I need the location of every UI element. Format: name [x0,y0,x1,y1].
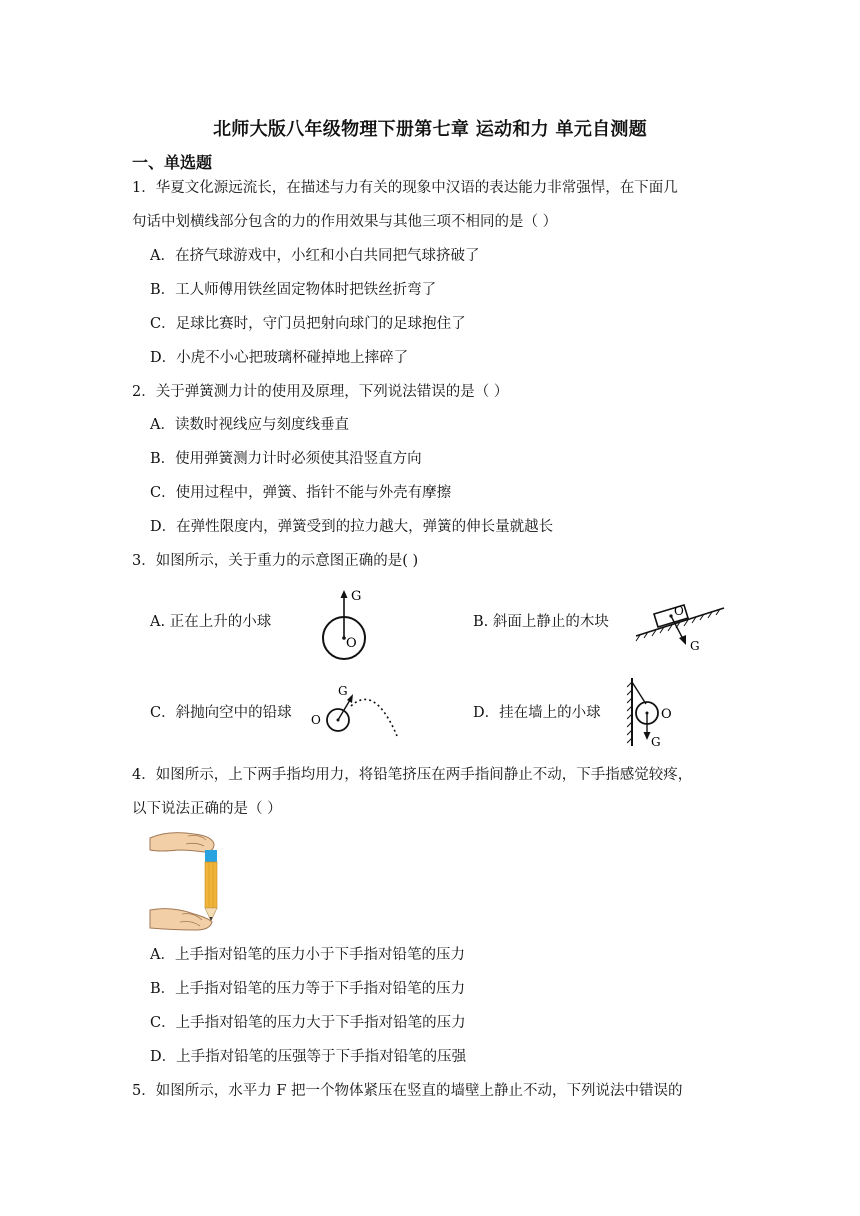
center-label-a: O [346,636,357,651]
question-3-option-d: D．挂在墙上的小球 [473,705,601,721]
question-2-option-b: B．使用弹簧测力计时必须使其沿竖直方向 [150,451,422,467]
section-heading: 一、单选题 [132,153,213,172]
hanging-ball-diagram [626,676,682,748]
question-1-line-2: 句话中划横线部分包含的力的作用效果与其他三项不相同的是（ ） [132,214,558,230]
center-label-d: O [661,707,672,722]
gravity-label-d: G [651,735,661,748]
gravity-label-b: G [690,639,700,653]
center-label-c: O [311,713,321,727]
question-1-line-1: 1．华夏文化源远流长，在描述与力有关的现象中汉语的表达能力非常强悍，在下面几 [132,180,678,196]
question-4-option-d: D．上手指对铅笔的压强等于下手指对铅笔的压强 [150,1049,467,1065]
thrown-shot-diagram [305,680,407,742]
question-5-line-1: 5．如图所示，水平力 F 把一个物体紧压在竖直的墙壁上静止不动，下列说法中错误的 [132,1083,683,1099]
gravity-label-c: G [338,684,348,698]
pencil-fingers-illustration [148,828,226,932]
question-2-option-c: C．使用过程中，弹簧、指针不能与外壳有摩擦 [150,485,452,501]
center-label-b: O [674,604,684,618]
question-3-option-c: C．斜抛向空中的铅球 [150,705,292,721]
question-1-option-a: A．在挤气球游戏中，小红和小白共同把气球挤破了 [150,248,480,264]
gravity-label-a: G [351,589,362,604]
incline-block-diagram [632,598,728,656]
document-title: 北师大版八年级物理下册第七章 运动和力 单元自测题 [212,119,648,140]
question-3-option-b: B. 斜面上静止的木块 [473,614,609,630]
rising-ball-diagram [315,586,371,666]
question-1-option-d: D．小虎不小心把玻璃杯碰掉地上摔碎了 [150,350,409,366]
question-2-option-a: A．读数时视线应与刻度线垂直 [150,417,349,433]
question-4-line-1: 4．如图所示，上下两手指均用力，将铅笔挤压在两手指间静止不动，下手指感觉较疼， [132,767,693,783]
question-4-option-c: C．上手指对铅笔的压力大于下手指对铅笔的压力 [150,1015,466,1031]
question-1-option-c: C．足球比赛时，守门员把射向球门的足球抱住了 [150,316,466,332]
question-2-line-1: 2．关于弹簧测力计的使用及原理，下列说法错误的是（ ） [132,384,509,400]
question-1-option-b: B．工人师傅用铁丝固定物体时把铁丝折弯了 [150,282,437,298]
question-3-option-a: A. 正在上升的小球 [150,614,272,630]
question-4-option-a: A．上手指对铅笔的压力小于下手指对铅笔的压力 [150,947,465,963]
question-4-line-2: 以下说法正确的是（ ） [132,801,282,817]
question-3-line-1: 3．如图所示，关于重力的示意图正确的是( ) [132,553,419,569]
question-4-option-b: B．上手指对铅笔的压力等于下手指对铅笔的压力 [150,981,466,997]
question-2-option-d: D．在弹性限度内，弹簧受到的拉力越大，弹簧的伸长量就越长 [150,519,554,535]
